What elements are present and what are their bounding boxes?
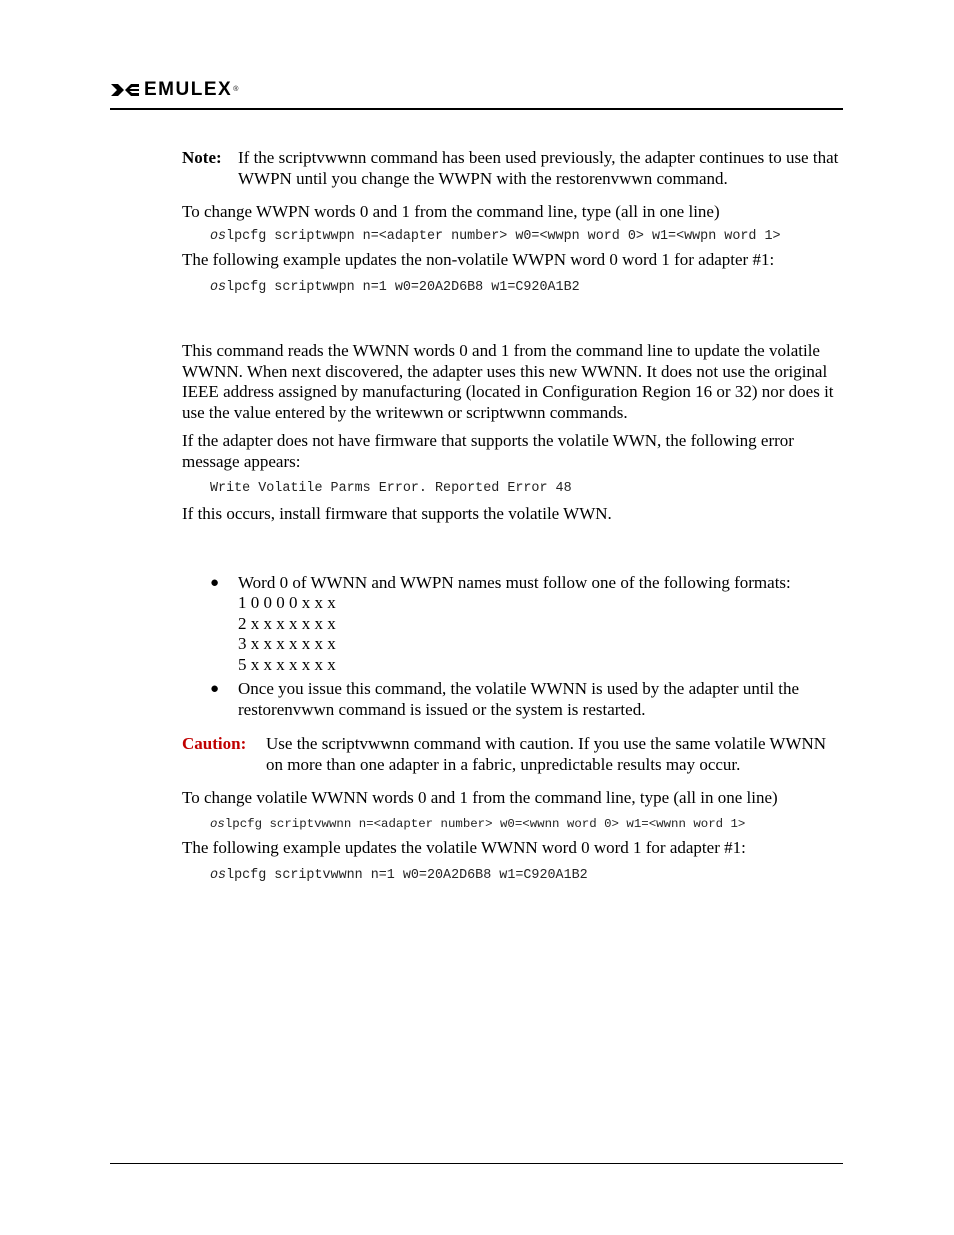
- caution-label: Caution:: [182, 734, 247, 753]
- note-label: Note:: [182, 148, 222, 167]
- vwwnn-description: This command reads the WWNN words 0 and 1 from the command line to update the volatile WWNN. When next discovered, the adapter uses this new WWNN. It does not use the original IEEE address assigned by manufacturing (located in Configuration Region 16 or 32) nor does it use the value entered by the writewwn or scriptwwnn commands.: [182, 341, 834, 422]
- caution-text: Use the scriptvwwnn command with caution. If you use the same volatile WWNN on more than one adapter in a fabric, unpredictable results may occur.: [266, 734, 827, 774]
- header-rule: [110, 108, 843, 110]
- emulex-logo: [110, 80, 238, 100]
- vwwnn-intro: To change volatile WWNN words 0 and 1 from the command line, type (all in one line): [182, 788, 778, 807]
- list-item: [182, 679, 847, 720]
- logo-trademark: ®: [233, 86, 239, 93]
- page-content: [182, 148, 847, 885]
- format-line: 5 x x x x x x x: [238, 654, 336, 674]
- format-line: 3 x x x x x x x: [238, 634, 336, 653]
- wwpn-syntax-text: lpcfg scriptwwpn n=<adapter number> w0=<wwpn word 0> w1=<wwpn word 1>: [226, 228, 781, 244]
- wwpn-syntax: [210, 228, 847, 246]
- caution-block: [182, 734, 847, 775]
- bullet-text: Once you issue this command, the volatile WWNN is used by the adapter until the restorenvwwn command is issued or the system is restarted.: [238, 679, 800, 719]
- note-text: If the scriptvwwnn command has been used previously, the adapter continues to use that WWPN until you change the WWPN with the restorenvwwn command.: [238, 148, 839, 188]
- vwwnn-if-occurs: If this occurs, install firmware that supports the volatile WWN.: [182, 504, 612, 523]
- format-line: 2 x x x x x x x: [238, 613, 336, 633]
- rules-list: [182, 573, 847, 721]
- logo-wordmark: EMULEX: [144, 79, 233, 100]
- emulex-logo-icon: [110, 82, 140, 98]
- bullet-icon: ●: [210, 574, 220, 591]
- os-prefix: os: [210, 228, 227, 244]
- vwwnn-no-firmware: If the adapter does not have firmware that supports the volatile WWN, the following error message appears:: [182, 431, 794, 471]
- vwwnn-example-intro: The following example updates the volatile WWNN word 0 word 1 for adapter #1:: [182, 837, 746, 857]
- wwpn-example-text: lpcfg scriptwwpn n=1 w0=20A2D6B8 w1=C920A1B2: [226, 280, 580, 295]
- os-prefix: os: [210, 280, 227, 295]
- wwpn-example-intro: The following example updates the non-volatile WWPN word 0 word 1 for adapter #1:: [182, 249, 775, 269]
- vwwnn-example: [210, 866, 847, 885]
- note-block: [182, 148, 847, 189]
- os-prefix: os: [210, 816, 225, 831]
- os-prefix: os: [210, 868, 227, 883]
- footer-rule: [110, 1163, 843, 1164]
- vwwnn-syntax-text: lpcfg scriptvwwnn n=<adapter number> w0=<wwnn word 0> w1=<wwnn word 1>: [224, 816, 746, 831]
- bullet-icon: ●: [210, 681, 220, 697]
- vwwnn-example-text: lpcfg scriptvwwnn n=1 w0=20A2D6B8 w1=C920A1B2: [226, 868, 588, 883]
- bullet-text: Word 0 of WWNN and WWPN names must follow one of the following formats:: [238, 572, 791, 592]
- format-line: 1 0 0 0 0 x x x: [238, 593, 336, 612]
- list-item: [182, 573, 847, 676]
- error-message: Write Volatile Parms Error. Reported Error 48: [210, 481, 572, 496]
- wwpn-intro: To change WWPN words 0 and 1 from the command line, type (all in one line): [182, 202, 720, 221]
- wwpn-example: [210, 278, 847, 297]
- vwwnn-syntax: [210, 815, 847, 834]
